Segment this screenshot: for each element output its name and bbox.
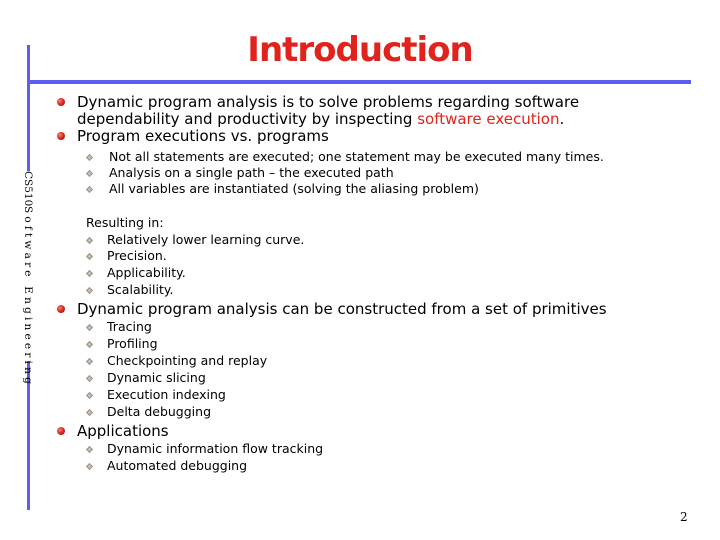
sub-bullet-icon: [86, 270, 93, 277]
bullet-1-line-2: [77, 111, 564, 128]
resulting-in-label: Resulting in:: [86, 215, 164, 230]
sub-bullet-icon: [86, 186, 93, 193]
sub-bullet: Applicability.: [107, 265, 186, 280]
bullet-icon: [57, 427, 65, 435]
sub-bullet-icon: [86, 253, 93, 260]
bullet-1-period: .: [559, 110, 565, 128]
sub-bullet: Dynamic slicing: [107, 370, 206, 385]
bullet-1-line-1: Dynamic program analysis is to solve problems regarding software: [77, 93, 580, 111]
sub-bullet: Automated debugging: [107, 458, 248, 473]
highlight-software-execution: software execution: [417, 110, 560, 128]
sub-bullet-icon: [86, 375, 93, 382]
sub-bullet: Dynamic information flow tracking: [107, 441, 324, 456]
bullet-3: Dynamic program analysis can be constructed from a set of primitives: [77, 300, 607, 318]
sub-bullet-icon: [86, 154, 93, 161]
page-number: 2: [680, 510, 688, 524]
sub-bullet-icon: [86, 341, 93, 348]
sidebar-course-label: [21, 171, 35, 388]
sub-bullet: Execution indexing: [107, 387, 226, 402]
sub-bullet: Profiling: [107, 336, 158, 351]
sub-bullet-icon: [86, 237, 93, 244]
sub-bullet: Analysis on a single path – the executed path: [109, 165, 394, 180]
sub-bullet-icon: [86, 463, 93, 470]
sub-bullet-icon: [86, 287, 93, 294]
sub-bullet-icon: [86, 392, 93, 399]
title-underline: [27, 80, 691, 84]
sub-bullet-icon: [86, 446, 93, 453]
sub-bullet-icon: [86, 324, 93, 331]
sub-bullet-icon: [86, 170, 93, 177]
bullet-4: Applications: [77, 422, 169, 440]
sub-bullet: Checkpointing and replay: [107, 353, 268, 368]
bullet-icon: [57, 98, 65, 106]
slide-title: Introduction: [247, 30, 473, 70]
sub-bullet-icon: [86, 409, 93, 416]
sub-bullet: Tracing: [107, 319, 152, 334]
sub-bullet: Precision.: [107, 248, 167, 263]
sub-bullet: Not all statements are executed; one statement may be executed many times.: [109, 149, 604, 164]
bullet-icon: [57, 305, 65, 313]
sub-bullet: All variables are instantiated (solving the aliasing problem): [109, 181, 479, 196]
bullet-2: Program executions vs. programs: [77, 127, 329, 145]
sub-bullet: Delta debugging: [107, 404, 212, 419]
sub-bullet: Relatively lower learning curve.: [107, 232, 305, 247]
course-subject: Software Engineering: [22, 206, 34, 388]
sub-bullet: Scalability.: [107, 282, 174, 297]
bullet-1-text: dependability and productivity by inspecting: [77, 110, 418, 128]
bullet-icon: [57, 132, 65, 140]
course-code: CS510: [22, 171, 34, 207]
sub-bullet-icon: [86, 358, 93, 365]
